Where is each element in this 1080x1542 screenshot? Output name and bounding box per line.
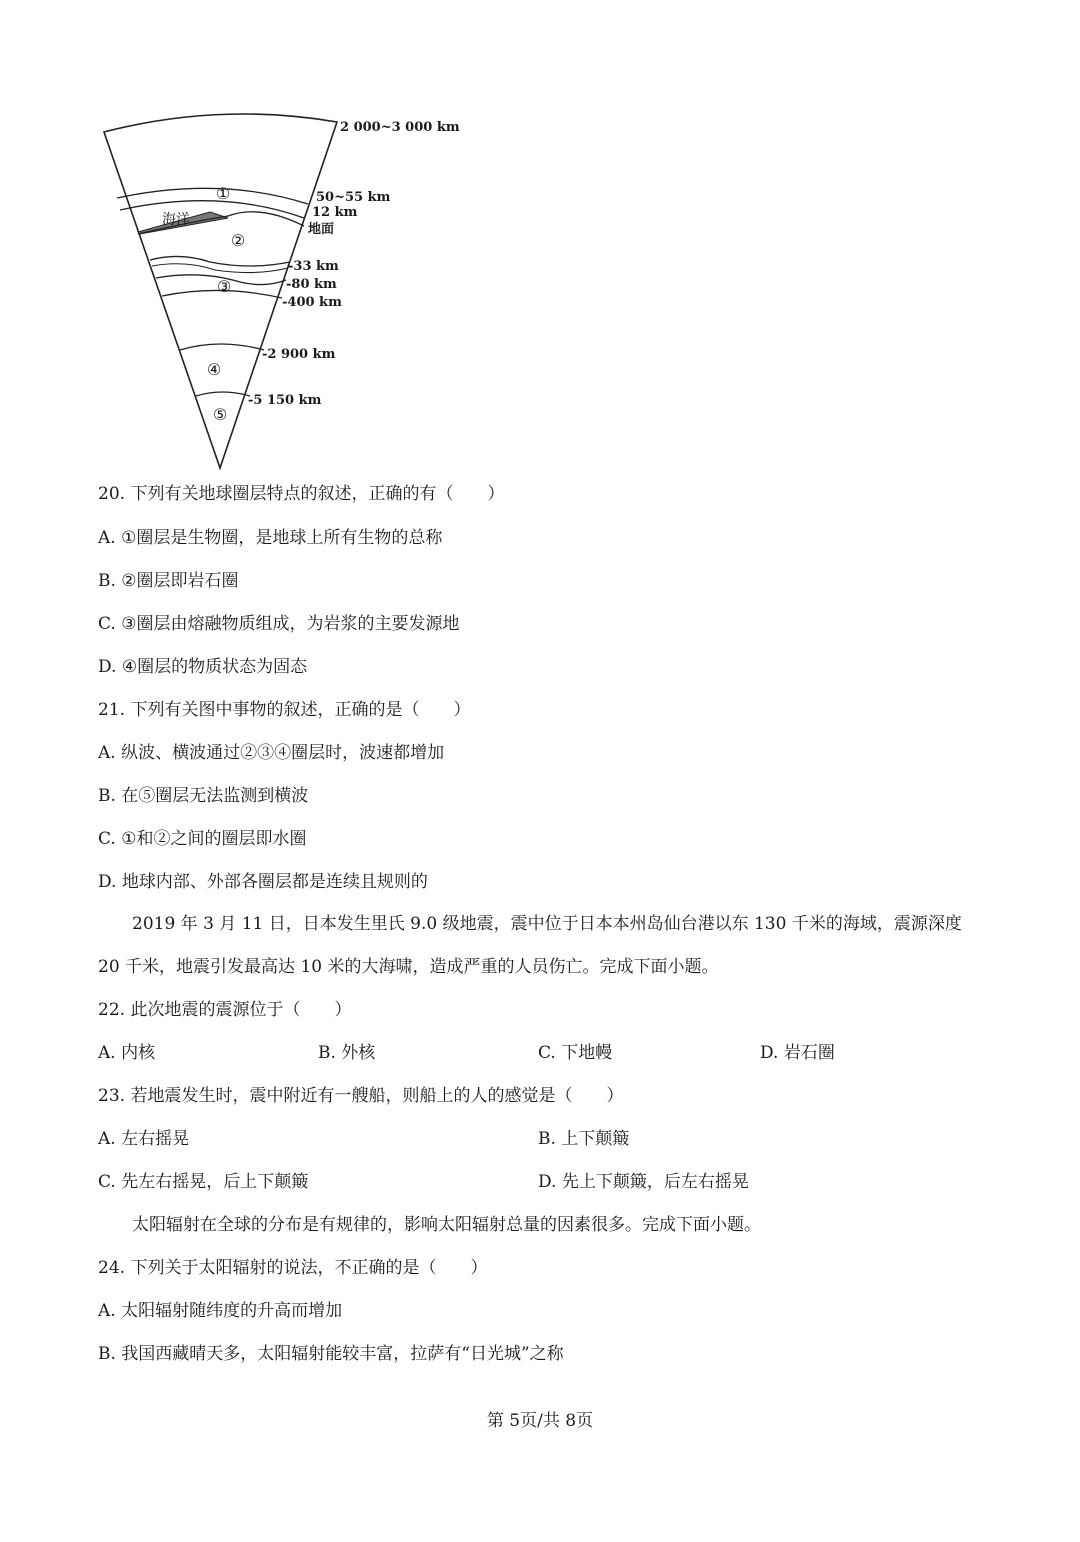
boundary-5150km <box>196 392 250 396</box>
ocean-label: 海洋 <box>162 212 190 228</box>
label-5150km: -5 150 km <box>248 393 322 408</box>
q24-stem: 24. 下列关于太阳辐射的说法，不正确的是（ ） <box>98 1258 488 1278</box>
layer-5-label: ⑤ <box>212 405 228 424</box>
passage-solar-radiation: 太阳辐射在全球的分布是有规律的，影响太阳辐射总量的因素很多。完成下面小题。 <box>132 1215 761 1235</box>
label-80km: -80 km <box>286 277 337 292</box>
q21-option-a: A. 纵波、横波通过②③④圈层时，波速都增加 <box>98 743 445 763</box>
q20-option-a: A. ①圈层是生物圈，是地球上所有生物的总称 <box>98 528 443 548</box>
q20-stem: 20. 下列有关地球圈层特点的叙述，正确的有（ ） <box>98 484 505 504</box>
passage-earthquake-text: 2019 年 3 月 11 日，日本发生里氏 9.0 级地震，震中位于日本本州岛仙台港以东 130 千米的海域，震源深度 20 千米，地震引发最高达 10 米的大海啸，造成严重的人员伤亡。完成下面小题。 <box>98 914 962 977</box>
passage-earthquake <box>98 903 988 989</box>
layer-1-label: ① <box>215 184 231 203</box>
earth-layers-diagram <box>90 100 490 480</box>
q21-option-b: B. 在⑤圈层无法监测到横波 <box>98 786 309 806</box>
boundary-33km <box>150 256 290 266</box>
q21-option-c: C. ①和②之间的圈层即水圈 <box>98 829 307 849</box>
layer-4-label: ④ <box>206 360 222 379</box>
q21-option-d: D. 地球内部、外部各圈层都是连续且规则的 <box>98 872 428 892</box>
label-12km: 12 km <box>312 205 358 220</box>
layer-2-label: ② <box>230 231 246 250</box>
q21-stem: 21. 下列有关图中事物的叙述，正确的是（ ） <box>98 700 471 720</box>
boundary-2900km <box>180 344 264 350</box>
q23-option-c: C. 先左右摇晃，后上下颠簸 <box>98 1172 309 1192</box>
label-top: 2 000~3 000 km <box>340 120 460 135</box>
q22-option-a: A. 内核 <box>98 1043 156 1063</box>
q23-stem: 23. 若地震发生时，震中附近有一艘船，则船上的人的感觉是（ ） <box>98 1086 624 1106</box>
q20-option-b: B. ②圈层即岩石圈 <box>98 571 239 591</box>
boundary-50km <box>117 188 308 204</box>
q23-option-d: D. 先上下颠簸，后左右摇晃 <box>538 1172 749 1192</box>
q20-option-d: D. ④圈层的物质状态为固态 <box>98 657 308 677</box>
q22-option-c: C. 下地幔 <box>538 1043 613 1063</box>
q24-option-b: B. 我国西藏晴天多，太阳辐射能较丰富，拉萨有“日光城”之称 <box>98 1344 564 1364</box>
q22-stem: 22. 此次地震的震源位于（ ） <box>98 1000 352 1020</box>
label-400km: -400 km <box>282 295 342 310</box>
q23-option-a: A. 左右摇晃 <box>98 1129 190 1149</box>
q24-option-a: A. 太阳辐射随纬度的升高而增加 <box>98 1301 343 1321</box>
q23-option-b: B. 上下颠簸 <box>538 1129 630 1149</box>
q22-option-d: D. 岩石圈 <box>760 1043 835 1063</box>
page-number: 第 5页/共 8页 <box>486 1411 594 1431</box>
earth-sector-figure <box>90 100 490 480</box>
layer-3-label: ③ <box>216 277 232 296</box>
label-33km: -33 km <box>288 259 339 274</box>
q20-option-c: C. ③圈层由熔融物质组成，为岩浆的主要发源地 <box>98 614 460 634</box>
label-50km: 50~55 km <box>316 190 391 205</box>
label-ground: 地面 <box>308 222 335 237</box>
label-2900km: -2 900 km <box>262 347 336 362</box>
q22-option-b: B. 外核 <box>318 1043 376 1063</box>
